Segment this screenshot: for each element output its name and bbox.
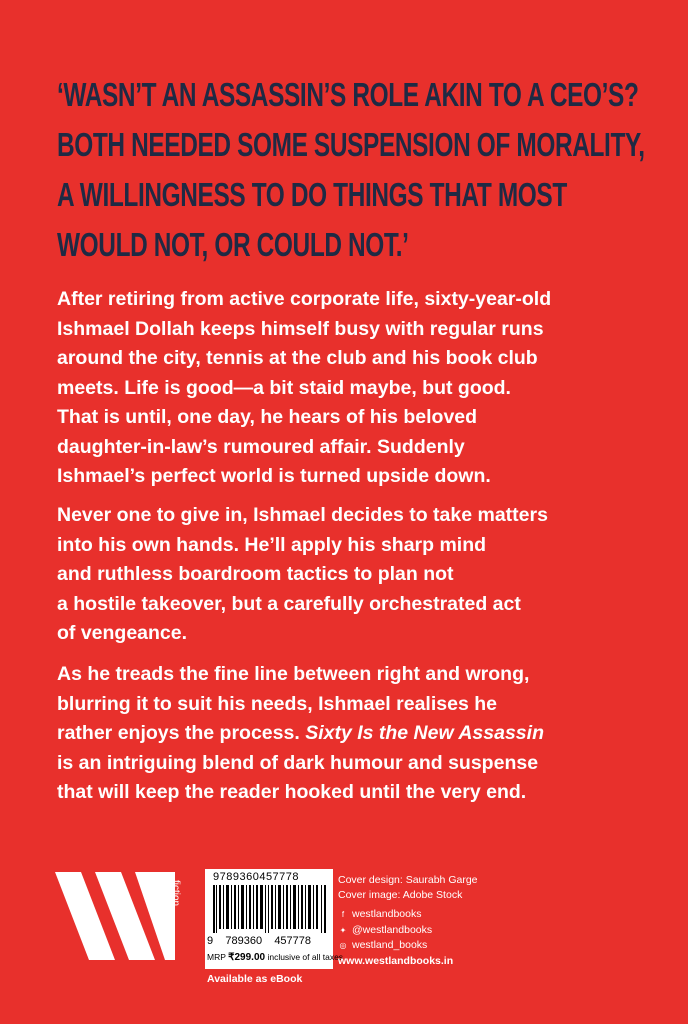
pull-quote	[57, 70, 645, 270]
blurb-line: of vengeance.	[57, 622, 188, 644]
ebook-note: Available as eBook	[207, 973, 303, 985]
blurb-line: is an intriguing blend of dark humour and suspense	[57, 751, 539, 774]
instagram-icon: ◎	[339, 941, 347, 950]
twitter-icon: ✦	[339, 925, 347, 935]
facebook-handle: westlandbooks	[352, 908, 422, 920]
blurb-line: that will keep the reader hooked until the very end.	[57, 781, 527, 803]
blurb-line: a hostile takeover, but a carefully orchestrated act	[57, 592, 521, 615]
quote-line: BOTH NEEDED SOME SUSPENSION OF MORALITY,	[57, 126, 645, 163]
isbn-digits: 789360	[225, 935, 263, 947]
blurb-line: blurring it to suit his needs, Ishmael realises he	[57, 692, 497, 715]
blurb-line: Never one to give in, Ishmael decides to take matters	[57, 504, 548, 526]
blurb-line: daughter-in-law’s rumoured affair. Suddenly	[57, 435, 465, 458]
quote-line: A WILLINGNESS TO DO THINGS THAT MOST	[57, 176, 567, 213]
publisher-logo	[55, 872, 175, 960]
isbn-digit: 9	[207, 935, 214, 947]
cover-image-credit: Cover image: Adobe Stock	[338, 889, 463, 901]
quote-line: ‘WASN’T AN ASSASSIN’S ROLE AKIN TO A CEO’S?	[57, 76, 639, 113]
cover-credits	[338, 873, 478, 903]
instagram-link[interactable]	[338, 938, 453, 954]
blurb-paragraph-1	[57, 285, 657, 492]
blurb-paragraph-2	[57, 501, 657, 649]
blurb-line: That is until, one day, he hears of his beloved	[57, 406, 478, 428]
isbn-top: 9789360457778	[213, 871, 300, 883]
blurb-line	[57, 719, 657, 749]
blurb-line: Ishmael’s perfect world is turned upside down.	[57, 465, 491, 487]
isbn-bottom	[207, 935, 311, 947]
blurb-line: As he treads the fine line between right and wrong,	[57, 663, 530, 685]
cover-design-credit: Cover design: Saurabh Garge	[338, 874, 478, 886]
facebook-icon: f	[341, 910, 345, 919]
price: ₹299.00	[228, 952, 266, 963]
blurb-text: rather enjoys the process.	[57, 722, 300, 744]
book-title: Sixty Is the New Assassin	[305, 722, 544, 744]
isbn-digits: 457778	[274, 935, 312, 947]
barcode-block	[205, 869, 344, 969]
barcode-bars	[213, 885, 327, 933]
blurb-line: After retiring from active corporate life, sixty-year-old	[57, 288, 552, 310]
blurb-line: and ruthless boardroom tactics to plan not	[57, 563, 454, 585]
tax-note: inclusive of all taxes	[267, 952, 344, 962]
mrp-label: MRP	[207, 952, 226, 962]
blurb-line: meets. Life is good—a bit staid maybe, but good.	[57, 376, 511, 399]
quote-line: WOULD NOT, OR COULD NOT.’	[57, 226, 409, 263]
blurb-line: around the city, tennis at the club and his book club	[57, 347, 538, 369]
facebook-link[interactable]	[338, 907, 453, 923]
social-links	[338, 907, 453, 969]
blurb-paragraph-3	[57, 660, 657, 808]
blurb-line: into his own hands. He’ll apply his sharp mind	[57, 533, 487, 556]
website-link[interactable]: www.westlandbooks.in	[338, 954, 454, 967]
genre-label: fiction	[170, 880, 181, 907]
twitter-link[interactable]	[338, 923, 453, 939]
twitter-handle: @westlandbooks	[352, 923, 433, 936]
instagram-handle: westland_books	[352, 939, 428, 951]
price-line	[207, 952, 343, 963]
blurb-line: Ishmael Dollah keeps himself busy with regular runs	[57, 317, 544, 340]
